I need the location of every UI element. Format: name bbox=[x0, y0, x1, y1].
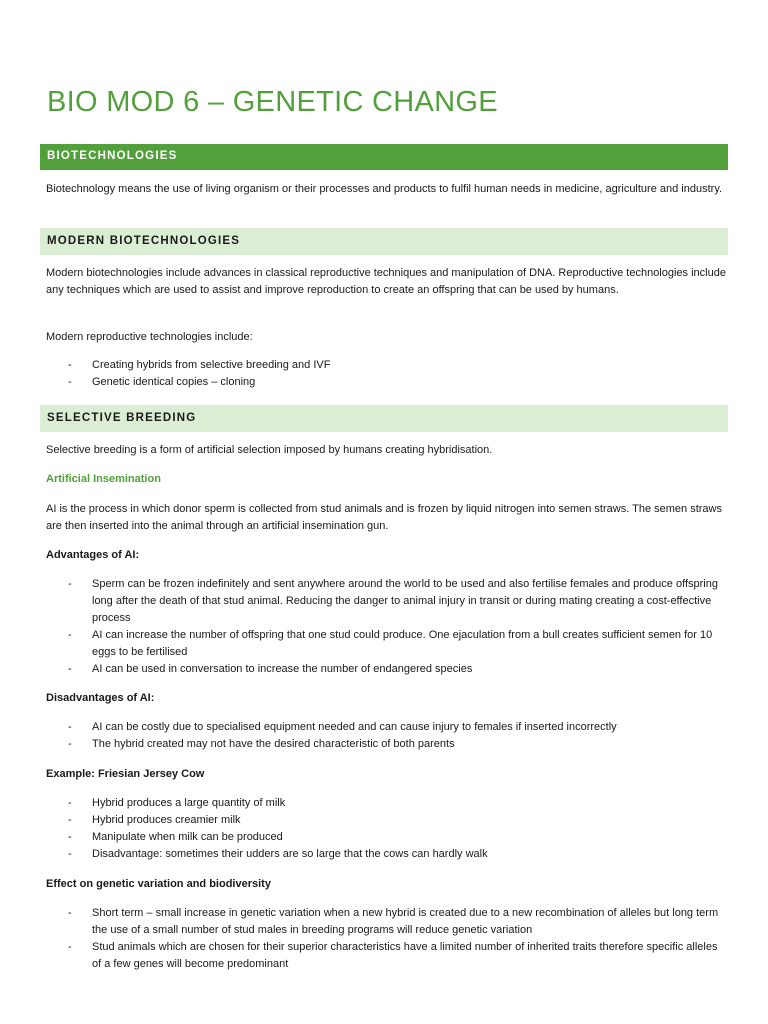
list-item: - Creating hybrids from selective breeding and IVF bbox=[68, 359, 331, 371]
example-heading: Example: Friesian Jersey Cow bbox=[46, 768, 205, 780]
section-heading-modern-biotechnologies: MODERN BIOTECHNOLOGIES bbox=[40, 228, 728, 255]
list-item: - Short term – small increase in genetic variation when a new hybrid is created due to a new recombination of alleles but long term the use of a small number of stud males in breeding programs will reduce genetic variation bbox=[68, 907, 719, 936]
biotech-paragraph: Biotechnology means the use of living organism or their processes and products to fulfil human needs in medicine, agriculture and industry. bbox=[46, 183, 723, 195]
effect-heading: Effect on genetic variation and biodiversity bbox=[46, 878, 271, 890]
list-item: - AI can be costly due to specialised equipment needed and can cause injury to females if inserted incorrectly bbox=[68, 721, 617, 733]
list-item: - The hybrid created may not have the desired characteristic of both parents bbox=[68, 738, 455, 750]
modern-list bbox=[46, 357, 726, 391]
modern-paragraph-2: Modern reproductive technologies include: bbox=[46, 331, 253, 343]
example-list bbox=[46, 795, 726, 863]
list-item: - Sperm can be frozen indefinitely and sent anywhere around the world to be used and also fertilise females and produce offspring long after the death of that stud animal. Reducing the danger to animal injury in transit or during mating creating a cost-effective process bbox=[68, 578, 718, 624]
list-item: - AI can be used in conversation to increase the number of endangered species bbox=[68, 663, 473, 675]
list-item: - Stud animals which are chosen for their superior characteristics have a limited number of inherited traits therefore specific alleles of a few genes will become predominant bbox=[68, 941, 718, 970]
list-item: - Hybrid produces creamier milk bbox=[68, 814, 241, 826]
list-item: - AI can increase the number of offspring that one stud could produce. One ejaculation from a bull creates sufficient semen for 10 eggs to be fertilised bbox=[68, 629, 713, 658]
section-heading-biotechnologies: BIOTECHNOLOGIES bbox=[40, 144, 728, 170]
list-item: - Manipulate when milk can be produced bbox=[68, 831, 283, 843]
disadvantages-heading: Disadvantages of AI: bbox=[46, 692, 155, 704]
list-item: - Genetic identical copies – cloning bbox=[68, 376, 256, 388]
subheading-artificial-insemination: Artificial Insemination bbox=[46, 473, 161, 485]
section-heading-selective-breeding: SELECTIVE BREEDING bbox=[40, 405, 728, 432]
disadvantages-list bbox=[46, 719, 726, 753]
selective-paragraph: Selective breeding is a form of artificial selection imposed by humans creating hybridisation. bbox=[46, 444, 493, 456]
modern-paragraph-1: Modern biotechnologies include advances in classical reproductive techniques and manipulation of DNA. Reproductive technologies include any techniques which are used to assist and improve reproduction to create an offspring that can be used by humans. bbox=[46, 267, 726, 296]
effect-list bbox=[46, 905, 726, 973]
advantages-heading: Advantages of AI: bbox=[46, 549, 140, 561]
document-title: BIO MOD 6 – GENETIC CHANGE bbox=[47, 86, 498, 118]
advantages-list bbox=[46, 576, 726, 678]
list-item: - Hybrid produces a large quantity of milk bbox=[68, 797, 286, 809]
ai-paragraph: AI is the process in which donor sperm is collected from stud animals and is frozen by liquid nitrogen into semen straws. The semen straws are then inserted into the animal through an artificial insemination gun. bbox=[46, 503, 722, 532]
list-item: - Disadvantage: sometimes their udders are so large that the cows can hardly walk bbox=[68, 848, 488, 860]
